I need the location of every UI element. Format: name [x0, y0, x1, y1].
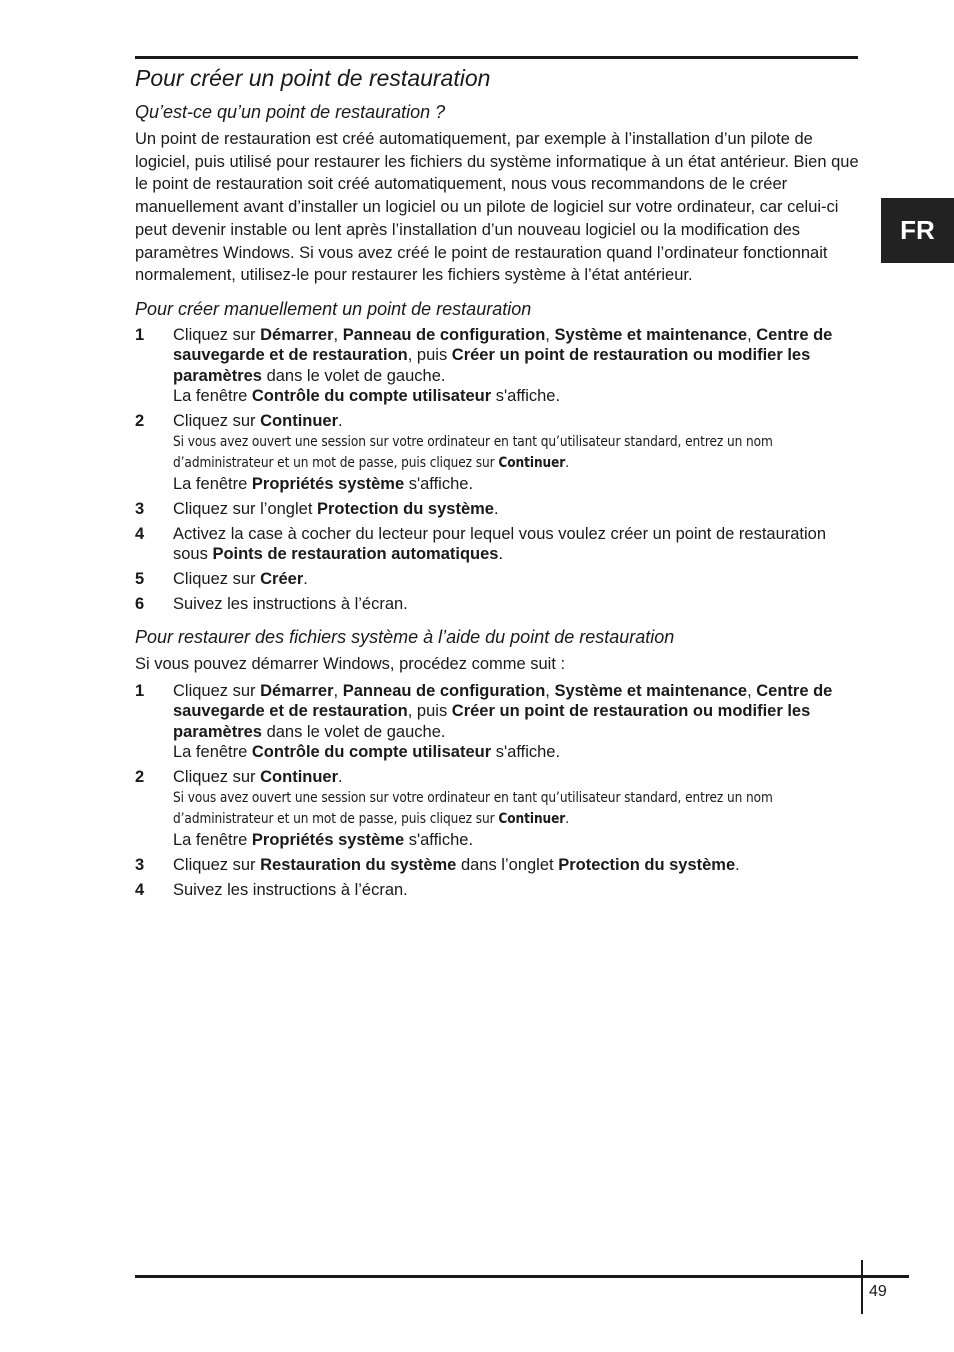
step-item: 3 Cliquez sur l’onglet Protection du système.: [135, 499, 499, 518]
step-number: 2: [135, 768, 145, 787]
step-item: 3 Cliquez sur Restauration du système dans l’onglet Protection du système.: [135, 855, 740, 874]
step-number: 2: [135, 412, 145, 431]
step-item: 5 Cliquez sur Créer.: [135, 570, 308, 589]
page-number-divider: [861, 1260, 863, 1314]
step-result: La fenêtre Propriétés système s'affiche.: [173, 474, 474, 493]
top-rule: [135, 56, 858, 59]
step-note: Si vous avez ouvert une session sur votre ordinateur en tant qu’utilisateur standard, entrez un nom d’administrateur et un mot de passe, puis cliquez sur Continuer.: [173, 433, 773, 471]
step-item: 1 Cliquez sur Démarrer, Panneau de configuration, Système et maintenance, Centre de sauvegarde et de restauration, puis Créer un point de restauration ou modifier les paramètres dans le volet de gauche. La fenêtre Contrôle du compte utilisateur s'affiche.: [135, 681, 859, 763]
step-number: 4: [135, 524, 145, 543]
step-item: 4 Suivez les instructions à l’écran.: [135, 880, 408, 899]
steps-list: [135, 325, 859, 615]
intro-paragraph: Un point de restauration est créé automatiquement, par exemple à l’installation d’un pilote de logiciel, puis utilisé pour restaurer les fichiers du système informatique à un état antérieur. Bien que le point de restauration soit créé automatiquement, nous vous recommandons de le créer manuellement avant d’installer un logiciel ou un pilote de logiciel sur votre ordinateur, car celui-ci peut devenir instable ou lent après l’installation d’un nouveau logiciel ou la modification des paramètres Windows. Si vous avez créé le point de restauration quand l’ordinateur fonctionnait normalement, utilisez-le pour restaurer les fichiers système à l’état antérieur.: [135, 130, 859, 285]
step-number: 1: [135, 325, 145, 344]
step-item: 6 Suivez les instructions à l’écran.: [135, 595, 408, 614]
steps-list: [135, 681, 859, 901]
step-result: La fenêtre Propriétés système s'affiche.: [173, 830, 474, 849]
subheading: Qu’est-ce qu’un point de restauration ?: [135, 102, 446, 122]
step-item: 2 Cliquez sur Continuer. Si vous avez ouvert une session sur votre ordinateur en tant qu’utilisateur standard, entrez un nom d’administrateur et un mot de passe, puis cliquez sur Continuer. La fenêtre Propriétés système s'affiche.: [135, 767, 859, 850]
step-number: 5: [135, 570, 145, 589]
step-item: 4 Activez la case à cocher du lecteur pour lequel vous voulez créer un point de restauration sous Points de restauration automatiques.: [135, 524, 827, 564]
section-title: Pour créer manuellement un point de restauration: [135, 298, 532, 319]
section-intro: Si vous pouvez démarrer Windows, procédez comme suit :: [135, 654, 566, 673]
section-title: Pour restaurer des fichiers système à l’aide du point de restauration: [135, 626, 675, 647]
step-number: 1: [135, 681, 145, 700]
step-item: 2 Cliquez sur Continuer. Si vous avez ouvert une session sur votre ordinateur en tant qu’utilisateur standard, entrez un nom d’administrateur et un mot de passe, puis cliquez sur Continuer. La fenêtre Propriétés système s'affiche.: [135, 411, 859, 494]
page-number: 49: [869, 1283, 887, 1300]
page-heading: Pour créer un point de restauration: [135, 65, 491, 91]
step-number: 6: [135, 595, 145, 614]
step-number: 3: [135, 499, 145, 518]
step-result: La fenêtre Contrôle du compte utilisateur s'affiche.: [173, 743, 561, 762]
step-result: La fenêtre Contrôle du compte utilisateur s'affiche.: [173, 387, 561, 406]
bottom-rule: [135, 1275, 909, 1278]
step-note: Si vous avez ouvert une session sur votre ordinateur en tant qu’utilisateur standard, entrez un nom d’administrateur et un mot de passe, puis cliquez sur Continuer.: [173, 789, 773, 827]
step-number: 3: [135, 855, 145, 874]
step-item: 1 Cliquez sur Démarrer, Panneau de configuration, Système et maintenance, Centre de sauvegarde et de restauration, puis Créer un point de restauration ou modifier les paramètres dans le volet de gauche. La fenêtre Contrôle du compte utilisateur s'affiche.: [135, 325, 859, 407]
page-content: [135, 62, 859, 905]
language-tab: FR: [881, 198, 954, 263]
step-number: 4: [135, 880, 145, 899]
